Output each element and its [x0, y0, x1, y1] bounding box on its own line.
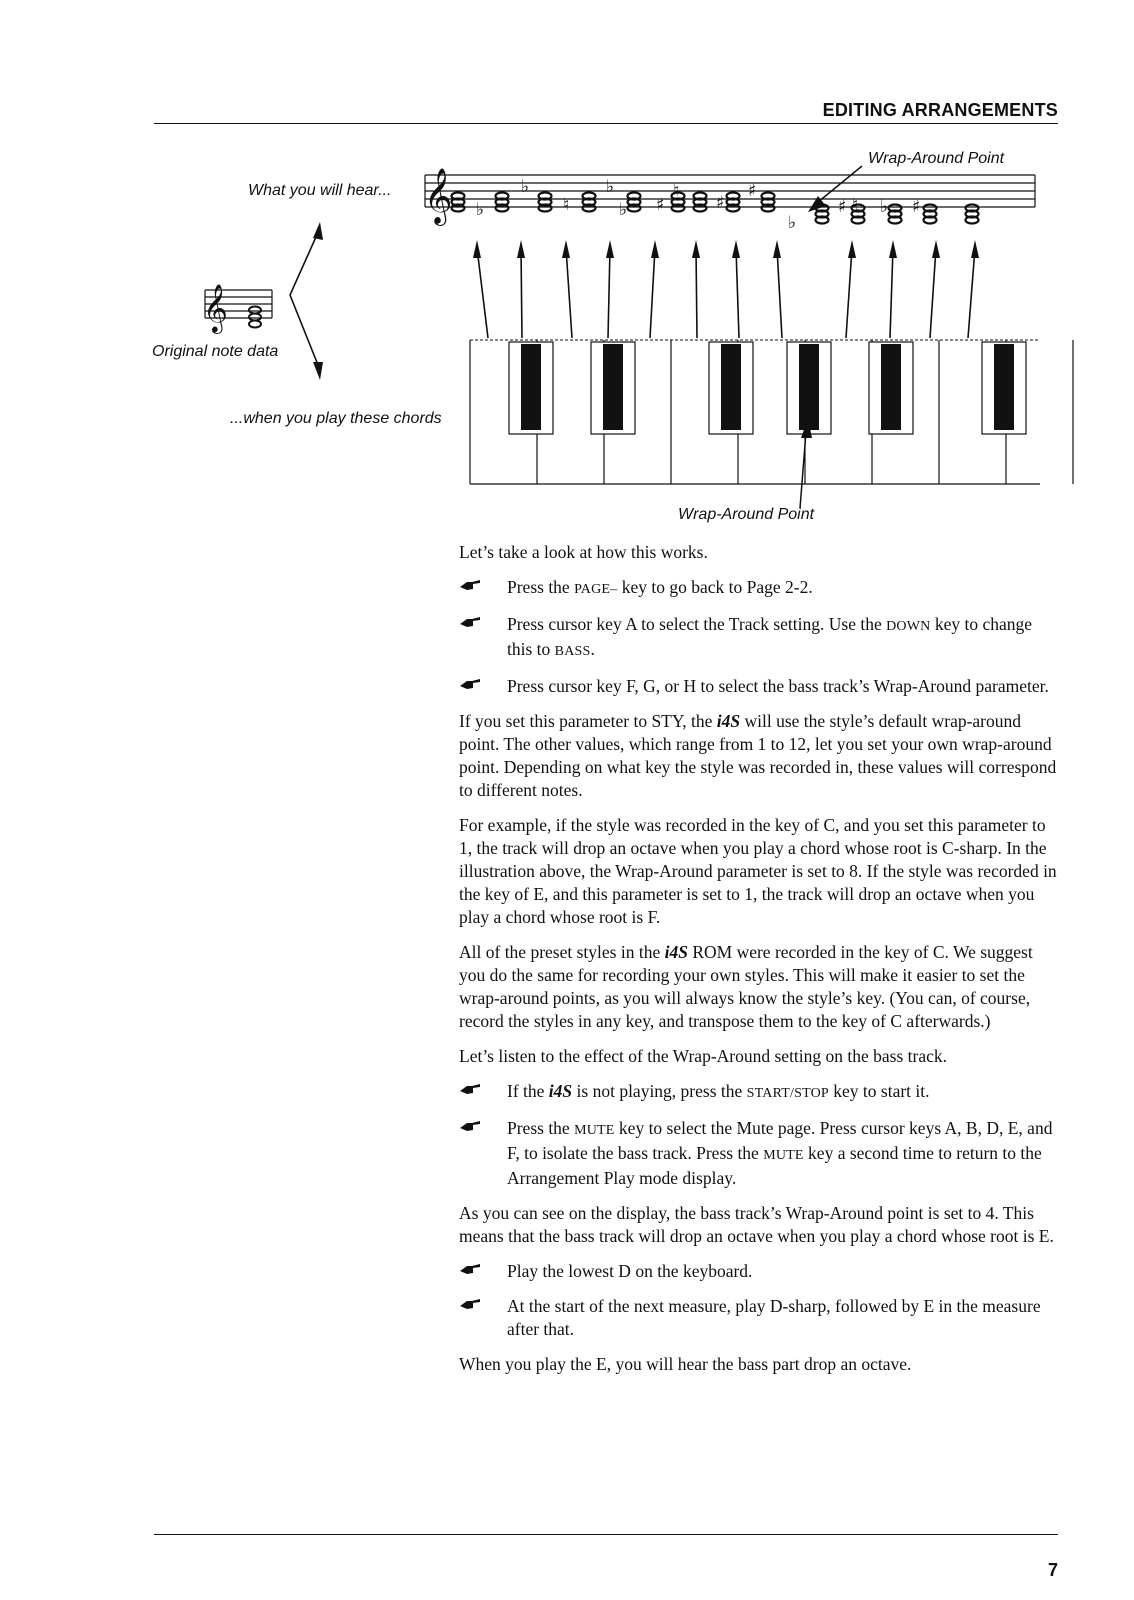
- svg-text:♭: ♭: [788, 213, 797, 233]
- key-name: BASS: [554, 644, 591, 659]
- paragraph: Let’s listen to the effect of the Wrap-Around setting on the bass track.: [459, 1046, 948, 1066]
- treble-clef-small-icon: 𝄞: [203, 283, 228, 332]
- svg-text:♭: ♭: [880, 197, 889, 217]
- caption-original-note-data: Original note data: [152, 343, 279, 360]
- paragraph-intro: Let’s take a look at how this works.: [459, 542, 708, 562]
- output-staff: [425, 175, 1035, 207]
- bullet-item: Press cursor key F, G, or H to select the bass track’s Wrap-Around parameter.: [459, 675, 1059, 698]
- treble-clef-icon: 𝄞: [424, 168, 453, 224]
- connector-lines: [290, 228, 320, 370]
- svg-text:♮: ♮: [852, 195, 859, 215]
- caption-wrap-around-top: Wrap-Around Point: [868, 150, 1005, 167]
- paragraph: When you play the E, you will hear the bass part drop an octave.: [459, 1354, 912, 1374]
- svg-text:♯: ♯: [748, 181, 757, 201]
- bullet-item: Press the PAGE– key to go back to Page 2-2.: [459, 576, 1059, 601]
- key-name: MUTE: [763, 1148, 804, 1163]
- svg-text:♯: ♯: [912, 197, 921, 217]
- key-name: START/STOP: [746, 1086, 829, 1101]
- pointing-hand-icon: [459, 677, 481, 691]
- svg-text:♮: ♮: [563, 195, 570, 215]
- key-name: MUTE: [574, 1123, 615, 1138]
- bullet-item: Press the MUTE key to select the Mute page. Press cursor keys A, B, D, E, and F, to isolate the bass track. Press the MUTE key a second time to return to the Arrangement Play mode display.: [459, 1117, 1059, 1190]
- paragraph: As you can see on the display, the bass track’s Wrap-Around point is set to 4. This means that the bass track will drop an octave when you play a chord whose root is E.: [459, 1203, 1054, 1246]
- pointing-hand-icon: [459, 615, 481, 629]
- svg-text:♯: ♯: [716, 193, 725, 213]
- key-name: PAGE–: [574, 582, 618, 597]
- bullet-item: At the start of the next measure, play D-sharp, followed by E in the measure after that.: [459, 1295, 1059, 1341]
- paragraph: All of the preset styles in the i4S ROM were recorded in the key of C. We suggest you do the same for recording your own styles. This will make it easier to set the wrap-around points, as you will always know the style’s key. (You can, of course, record the styles in any key, and transpose them to the key of C afterwards.): [459, 942, 1033, 1031]
- svg-text:♭: ♭: [606, 177, 615, 197]
- keyboard: [470, 340, 1073, 484]
- svg-text:♭: ♭: [619, 200, 628, 220]
- wrap-around-diagram: [0, 0, 1134, 540]
- footer-rule: [154, 1534, 1058, 1535]
- pointing-hand-icon: [459, 1297, 481, 1311]
- caption-wrap-around-bottom: Wrap-Around Point: [678, 506, 815, 523]
- paragraph: If you set this parameter to STY, the i4S will use the style’s default wrap-around point. The other values, which range from 1 to 12, let you set your own wrap-around point. Depending on what key the style was recorded in, these values will correspond to different notes.: [459, 711, 1057, 800]
- model-name: i4S: [664, 942, 688, 962]
- svg-text:♮: ♮: [673, 181, 680, 201]
- bullet-item: Press cursor key A to select the Track setting. Use the DOWN key to change this to BASS.: [459, 613, 1059, 663]
- running-header: EDITING ARRANGEMENTS: [822, 100, 1058, 120]
- caption-when-you-play: ...when you play these chords: [230, 410, 442, 427]
- body-text: [459, 541, 1059, 1388]
- page-number: 7: [1047, 1560, 1058, 1580]
- svg-text:♯: ♯: [838, 197, 847, 217]
- paragraph: For example, if the style was recorded in the key of C, and you set this parameter to 1, the track will drop an octave when you play a chord whose root is C-sharp. In the illustration above, the Wrap-Around parameter is set to 8. If the style was recorded in the key of E, and this parameter is set to 1, the track will drop an octave when you play a chord whose root is F.: [459, 815, 1057, 927]
- svg-text:♭: ♭: [521, 177, 530, 197]
- pointing-hand-icon: [459, 1262, 481, 1276]
- caption-what-you-will-hear: What you will hear...: [248, 182, 392, 199]
- key-name: DOWN: [886, 619, 931, 634]
- pointing-hand-icon: [459, 1082, 481, 1096]
- pointing-hand-icon: [459, 578, 481, 592]
- pointing-hand-icon: [459, 1119, 481, 1133]
- svg-text:♭: ♭: [476, 200, 485, 220]
- model-name: i4S: [716, 711, 741, 731]
- model-name: i4S: [548, 1081, 573, 1101]
- bullet-item: If the i4S is not playing, press the START/STOP key to start it.: [459, 1080, 1059, 1105]
- bullet-item: Play the lowest D on the keyboard.: [459, 1260, 1059, 1283]
- svg-text:♯: ♯: [656, 195, 665, 215]
